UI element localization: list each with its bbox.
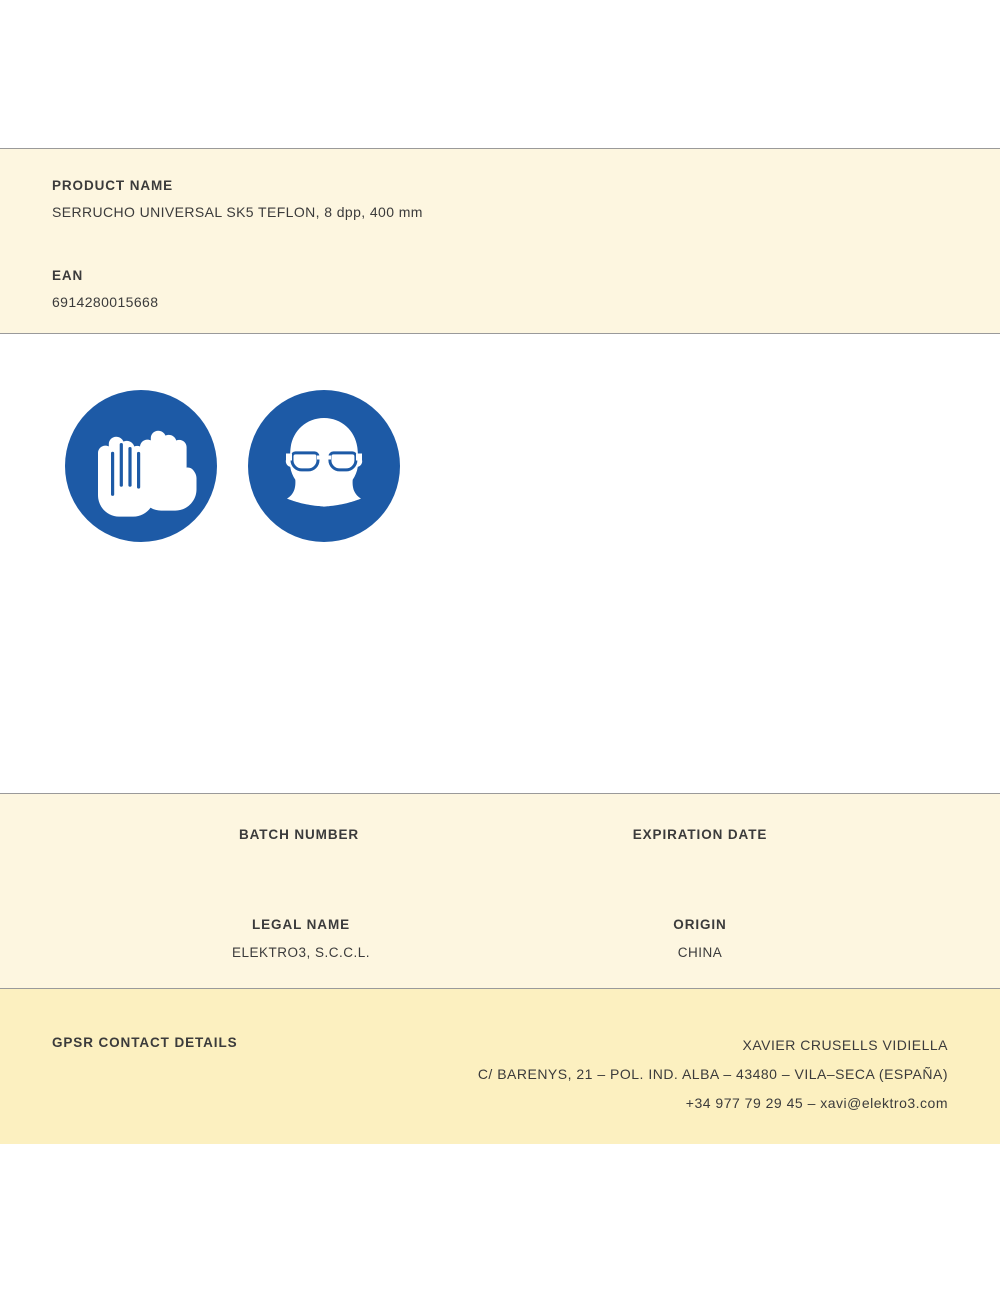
gpsr-contact-name: XAVIER CRUSELLS VIDIELLA	[742, 1037, 948, 1053]
batch-number-label: BATCH NUMBER	[238, 827, 360, 842]
product-info-block	[0, 148, 1000, 334]
product-name-label: PRODUCT NAME	[52, 178, 174, 193]
gpsr-contact-phone-email: +34 977 79 29 45 – xavi@elektro3.com	[685, 1095, 948, 1111]
expiration-date-label: EXPIRATION DATE	[632, 827, 768, 842]
gpsr-contact-address: C/ BARENYS, 21 – POL. IND. ALBA – 43480 – VILA–SECA (ESPAÑA)	[477, 1066, 948, 1082]
batch-origin-band	[0, 793, 1000, 989]
ean-label: EAN	[52, 268, 84, 283]
legal-name-label: LEGAL NAME	[251, 917, 351, 932]
safety-goggles-icon	[248, 390, 400, 542]
gpsr-contact-band	[0, 989, 1000, 1144]
ean-value: 6914280015668	[52, 294, 159, 310]
legal-name-value: ELEKTRO3, S.C.C.L.	[231, 945, 371, 960]
origin-value: CHINA	[677, 945, 723, 960]
origin-label: ORIGIN	[673, 917, 727, 932]
gpsr-contact-label: GPSR CONTACT DETAILS	[52, 1035, 238, 1050]
pictogram-area	[65, 390, 400, 542]
product-name-value: SERRUCHO UNIVERSAL SK5 TEFLON, 8 dpp, 400 mm	[52, 204, 423, 220]
gpsr-contact-details	[478, 1031, 948, 1118]
gloves-icon	[65, 390, 217, 542]
